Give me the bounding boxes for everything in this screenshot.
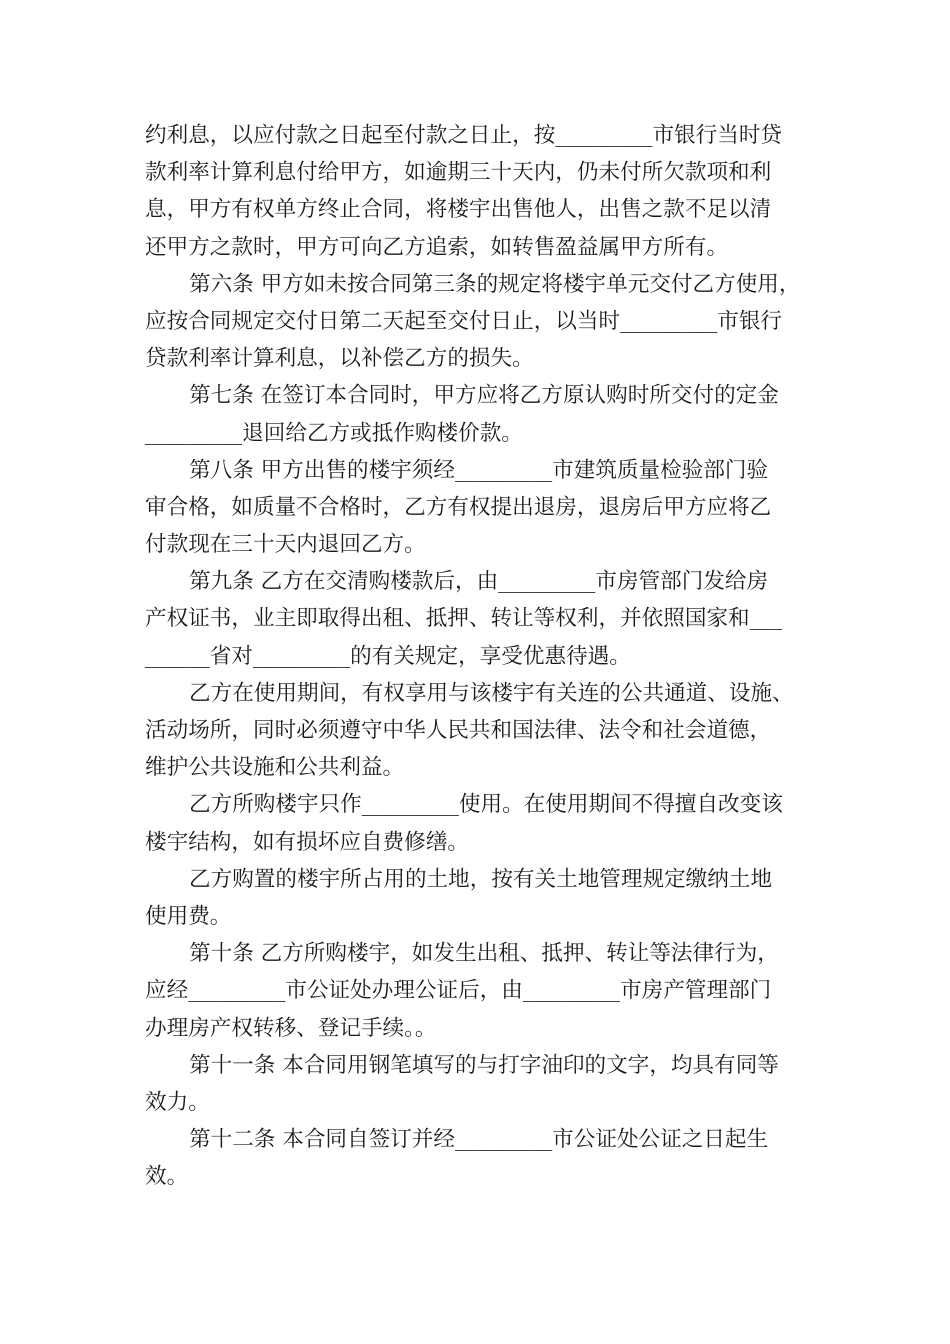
article-9-heading-line: 第九条 乙方在交清购楼款后，由_________市房管部门发给房 (189, 569, 769, 595)
body-line: 使用费。 (145, 903, 232, 929)
body-line: 产权证书，业主即取得出租、抵押、转让等权利，并依照国家和___ (145, 606, 783, 632)
article-7-heading-line: 第七条 在签订本合同时，甲方应将乙方原认购时所交付的定金 (189, 383, 779, 409)
body-line: 付款现在三十天内退回乙方。 (145, 532, 426, 558)
paragraph-line: 乙方购置的楼宇所占用的土地，按有关土地管理规定缴纳土地 (189, 866, 773, 892)
body-line: 活动场所，同时必须遵守中华人民共和国法律、法令和社会道德， (145, 718, 772, 743)
body-line: 楼宇结构，如有损坏应自费修缮。 (145, 829, 469, 855)
article-10-heading-line: 第十条 乙方所购楼宇，如发生出租、抵押、转让等法律行为， (189, 941, 779, 967)
paragraph-line: 乙方在使用期间，有权享用与该楼宇有关连的公共通道、设施、 (189, 680, 794, 706)
article-8-heading-line: 第八条 甲方出售的楼宇须经_________市建筑质量检验部门验 (189, 457, 769, 483)
body-line: 效力。 (145, 1089, 210, 1115)
article-11-heading-line: 第十一条 本合同用钢笔填写的与打字油印的文字，均具有同等 (189, 1052, 779, 1078)
body-line: 约利息，以应付款之日起至付款之日止，按_________市银行当时贷 (145, 123, 783, 148)
article-6-heading-line: 第六条 甲方如未按合同第三条的规定将楼宇单元交付乙方使用， (189, 271, 801, 297)
body-line: 还甲方之款时，甲方可向乙方追索，如转售盈益属甲方所有。 (145, 234, 729, 260)
body-line: 款利率计算利息付给甲方，如逾期三十天内，仍未付所欠款项和利 (145, 160, 772, 186)
body-line: 维护公共设施和公共利益。 (145, 755, 405, 781)
article-12-heading-line: 第十二条 本合同自签订并经_________市公证处公证之日起生 (189, 1127, 769, 1153)
body-line: 办理房产权转移、登记手续。。 (145, 1015, 437, 1041)
body-line: 应经_________市公证处办理公证后，由_________市房产管理部门 (145, 978, 772, 1004)
body-line: 贷款利率计算利息，以补偿乙方的损失。 (145, 346, 534, 372)
contract-body (145, 117, 825, 1195)
body-line: 应按合同规定交付日第二天起至交付日止，以当时_________市银行 (145, 308, 783, 334)
body-line: 息，甲方有权单方终止合同，将楼宇出售他人，出售之款不足以清 (145, 197, 772, 223)
body-line: 审合格，如质量不合格时，乙方有权提出退房，退房后甲方应将乙 (145, 494, 772, 520)
body-line: _________退回给乙方或抵作购楼价款。 (145, 420, 523, 446)
paragraph-line: 乙方所购楼宇只作_________使用。在使用期间不得擅自改变该 (189, 792, 783, 818)
body-line: ______省对_________的有关规定，享受优惠待遇。 (145, 643, 631, 669)
body-line: 效。 (145, 1164, 189, 1190)
